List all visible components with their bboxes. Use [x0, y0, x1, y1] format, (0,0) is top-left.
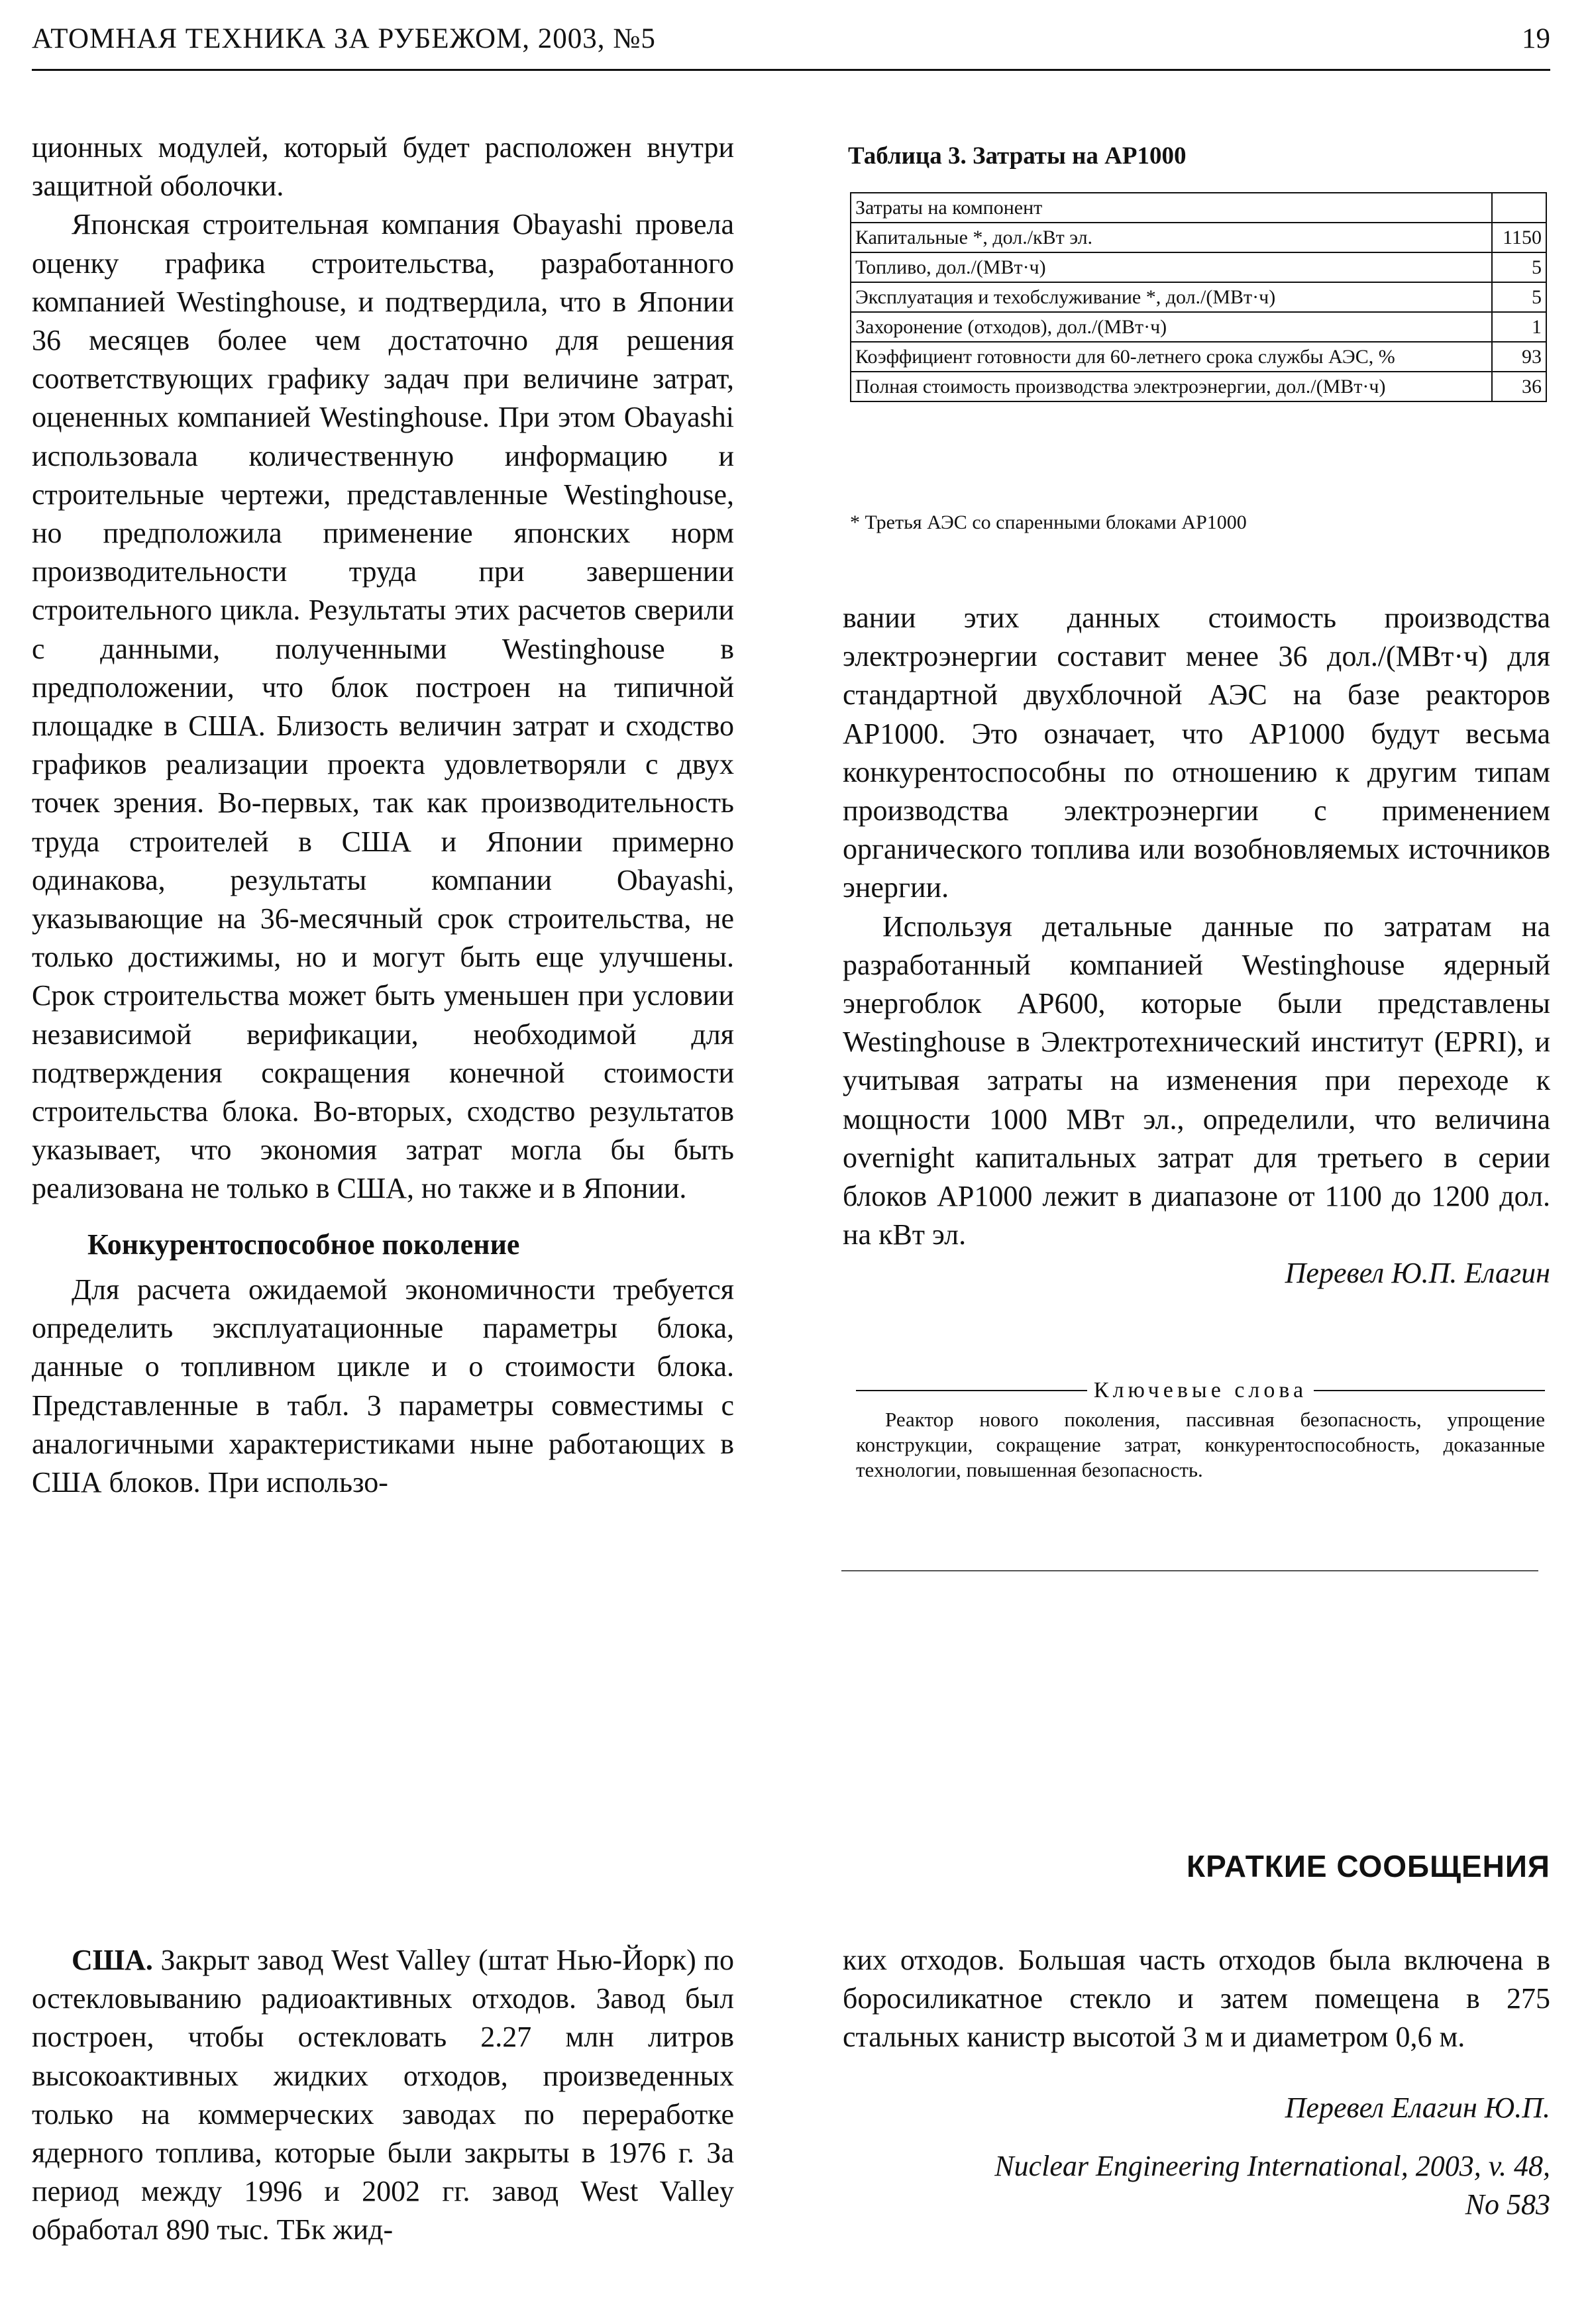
table-caption: Таблица 3. Затраты на AP1000 — [848, 142, 1187, 170]
paragraph: Японская строительная компания Obayashi провела оценку графика строительства, разработанного компанией Westinghouse, и подтвердила, что в Японии 36 месяцев более чем достаточно для решения соответствующих графику задач при величине затрат, оцененных компанией Westinghouse. При этом Obayashi использовала количественную информацию и строительные чертежи, представленные Westinghouse, но предположила применение японских норм производительности труда при завершении строительного цикла. Результаты этих расчетов сверили с данными, полученными Westinghouse в предположении, что блок построен на типичной площадке в США. Близость величин затрат и сходство графиков реализации проекта удовлетворяли с двух точек зрения. Во-первых, так как производительность труда строителей в США и Японии примерно одинакова, результаты компании Obayashi, указывающие на 36-месячный срок строительства, не только достижимы, но и могут быть еще улучшены. Срок строительства может быть уменьшен при условии независимой верификации, необходимой для подтверждения сокращения конечной стоимости строительства блока. Во-вторых, сходство результатов указывает, что экономия затрат могла бы быть реализована не только в США, но также и в Японии. — [32, 208, 734, 1205]
table-cell-value: 1150 — [1492, 223, 1546, 252]
paragraph — [32, 1941, 734, 2250]
table-header-row — [851, 193, 1546, 223]
table-footnote: * Третья АЭС со спаренными блоками AP1000 — [850, 511, 1247, 533]
journal-title: АТОМНАЯ ТЕХНИКА ЗА РУБЕЖОМ, 2003, №5 — [32, 23, 656, 54]
divider — [856, 1390, 1087, 1391]
news-left-column — [32, 1941, 734, 2250]
translator-signature: Перевел Елагин Ю.П. — [1285, 2091, 1550, 2124]
table-cell-label: Капитальные *, дол./кВт эл. — [851, 223, 1492, 252]
left-column — [32, 129, 734, 1502]
news-country: США. — [72, 1944, 153, 1976]
divider — [841, 1570, 1538, 1571]
keywords-text: Реактор нового поколения, пассивная безопасность, упрощение конструкции, сокращение затрат, конкурентоспособность, доказанные технологии, повышенная безопасность. — [856, 1408, 1545, 1481]
cost-table — [850, 192, 1547, 402]
table-cell-label: Топливо, дол./(МВт·ч) — [851, 252, 1492, 282]
table-cell-label: Эксплуатация и техобслуживание *, дол./(МВт·ч) — [851, 282, 1492, 312]
right-column — [843, 599, 1550, 1293]
table-cell-value: 5 — [1492, 282, 1546, 312]
table-cell-value: 93 — [1492, 342, 1546, 372]
page-number: 19 — [1522, 23, 1550, 54]
table-row — [851, 372, 1546, 401]
paragraph: ционных модулей, который будет расположен внутри защитной оболочки. — [32, 131, 734, 203]
table-cell-value: 5 — [1492, 252, 1546, 282]
paragraph: ких отходов. Большая часть отходов была включена в боросиликатное стекло и затем помещена в 275 стальных канистр высотой 3 м и диаметром 0,6 м. — [843, 1944, 1550, 2054]
paragraph: Используя детальные данные по затратам на разработанный компанией Westinghouse ядерный энергоблок AP600, которые были представлены Westinghouse в Электротехнический институт (EPRI), и учитывая затраты на изменения при переходе к мощности 1000 МВт эл., определили, что величина overnight капитальных затрат для третьего в серии блоков AP1000 лежит в диапазоне от 1100 до 1200 дол. на кВт эл. — [843, 910, 1550, 1251]
news-right-column — [843, 1941, 1550, 2224]
table-row — [851, 282, 1546, 312]
paragraph: Для расчета ожидаемой экономичности требуется определить эксплуатационные параметры блока, данные о топливном цикле и о стоимости блока. Представленные в табл. 3 параметры совместимы с аналогичными характеристиками ныне работающих в США блоков. При использо- — [32, 1273, 734, 1499]
table-cell-label: Полная стоимость производства электроэнергии, дол./(МВт·ч) — [851, 372, 1492, 401]
section-subheading: Конкурентоспособное поколение — [87, 1228, 520, 1261]
table-row — [851, 312, 1546, 342]
paragraph: вании этих данных стоимость производства электроэнергии составит менее 36 дол./(МВт·ч) для стандартной двухблочной АЭС на базе реакторов AP1000. Это означает, что AP1000 будут весьма конкурентоспособны по отношению к другим типам производства электроэнергии с применением органического топлива или возобновляемых источников энергии. — [843, 602, 1550, 904]
table-row — [851, 223, 1546, 252]
table-header-cell: Затраты на компонент — [851, 193, 1492, 223]
table-cell-label: Коэффициент готовности для 60-летнего срока службы АЭС, % — [851, 342, 1492, 372]
translator-signature: Перевел Ю.П. Елагин — [1285, 1257, 1550, 1290]
table-row — [851, 252, 1546, 282]
table-header-value-cell — [1492, 193, 1546, 223]
source-line: No 583 — [1465, 2188, 1550, 2221]
news-text: Закрыт завод West Valley (штат Нью-Йорк) по остекловыванию радиоактивных отходов. Завод был построен, чтобы остекловать 2.27 млн литров высокоактивных жидких отходов, произведенных только на коммерческих заводах по переработке ядерного топлива, которые были закрыты в 1976 г. За период между 1996 и 2002 гг. завод West Valley обработал 890 тыс. ТБк жид- — [32, 1944, 734, 2246]
table-cell-value: 1 — [1492, 312, 1546, 342]
keywords-title-row — [856, 1378, 1545, 1403]
table-cell-value: 36 — [1492, 372, 1546, 401]
page-header — [32, 19, 1550, 71]
table-row — [851, 342, 1546, 372]
keywords-title: Ключевые слова — [1093, 1378, 1308, 1402]
section-title: КРАТКИЕ СООБЩЕНИЯ — [1187, 1849, 1550, 1883]
keywords-block — [856, 1378, 1545, 1483]
source-line: Nuclear Engineering International, 2003, v. 48, — [994, 2149, 1550, 2182]
divider — [1314, 1390, 1545, 1391]
table-cell-label: Захоронение (отходов), дол./(МВт·ч) — [851, 312, 1492, 342]
